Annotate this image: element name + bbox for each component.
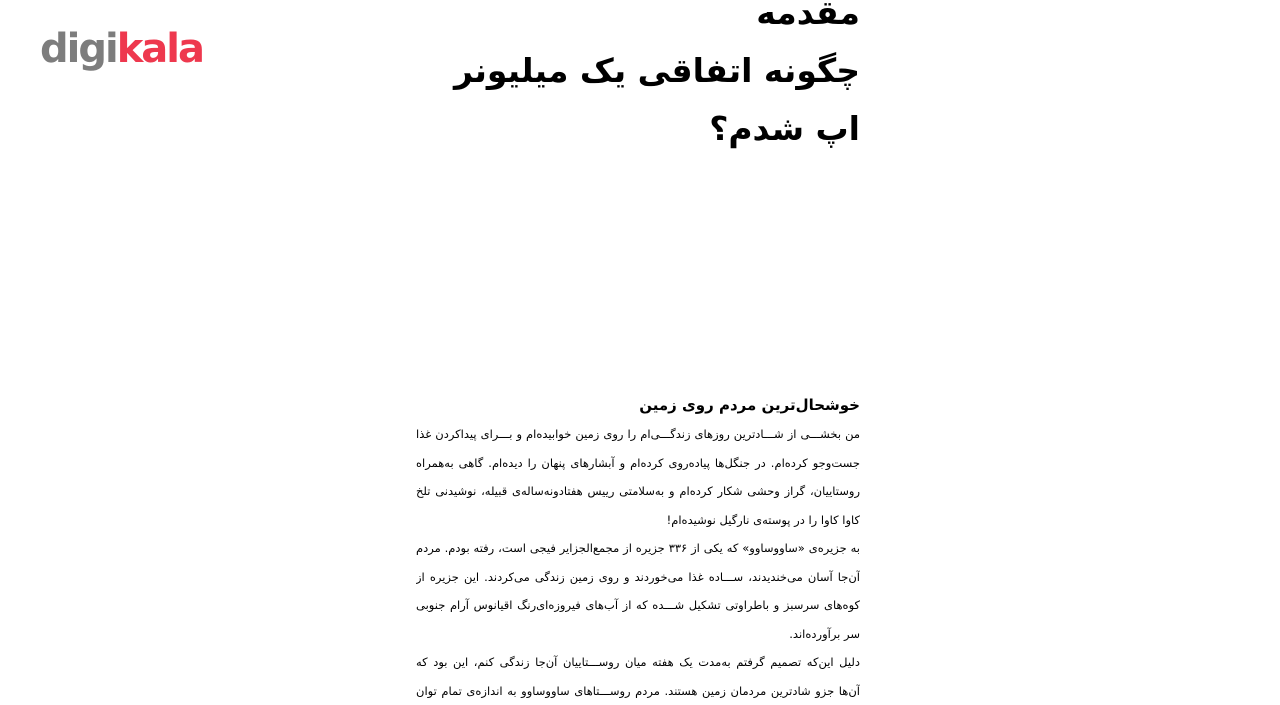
body-text xyxy=(416,420,860,705)
body-line: من بخشـــی از شـــادترین روزهای زندگـــی‌ام را روی زمین خوابیده‌ام و بـــرای پیداکردن غذا xyxy=(416,420,860,449)
body-line: دلیل این‌که تصمیم گرفتم به‌مدت یک هفته میان روســـتاییان آن‌جا زندگی کنم، این بود که xyxy=(416,648,860,677)
body-line: کوه‌های سرسبز و باطراوتی تشکیل شـــده که از آب‌های فیروزه‌ای‌رنگ اقیانوس آرام جنوبی xyxy=(416,591,860,620)
chapter-title-line-3: اپ شدم؟ xyxy=(454,100,860,158)
logo-text-digi: digi xyxy=(40,26,117,72)
body-line: به جزیره‌ی «ساووساوو» که یکی از ۳۳۶ جزیره از مجمع‌الجزایر فیجی است، رفته بودم. مردم xyxy=(416,534,860,563)
digikala-logo xyxy=(40,24,203,74)
body-line: آن‌جا آسان می‌خندیدند، ســـاده غذا می‌خوردند و روی زمین زندگی می‌کردند. این جزیره از xyxy=(416,563,860,592)
body-line: روستاییان، گراز وحشی شکار کرده‌ام و به‌سلامتی رییس هفتادونه‌ساله‌ی قبیله، نوشیدنی تلخ xyxy=(416,477,860,506)
logo-text-kala: kala xyxy=(117,26,203,72)
body-line: کاوا کاوا را در پوسته‌ی نارگیل نوشیده‌ام! xyxy=(416,506,860,535)
chapter-title-line-2: چگونه اتفاقی یک میلیونر xyxy=(454,42,860,100)
body-line: سر برآورده‌اند. xyxy=(416,620,860,649)
section-heading: خوشحال‌ترین مردم روی زمین xyxy=(639,392,860,418)
chapter-title-line-1: مقدمه xyxy=(454,0,860,42)
chapter-title xyxy=(454,0,860,158)
body-line: آن‌ها جزو شادترین مردمان زمین هستند. مردم روســـتاهای ساووساوو به اندازه‌ی تمام توان xyxy=(416,677,860,705)
body-line: جست‌وجو کرده‌ام. در جنگل‌ها پیاده‌روی کرده‌ام و آبشارهای پنهان را دیده‌ام. گاهی به‌همراه xyxy=(416,449,860,478)
book-page xyxy=(416,0,862,700)
